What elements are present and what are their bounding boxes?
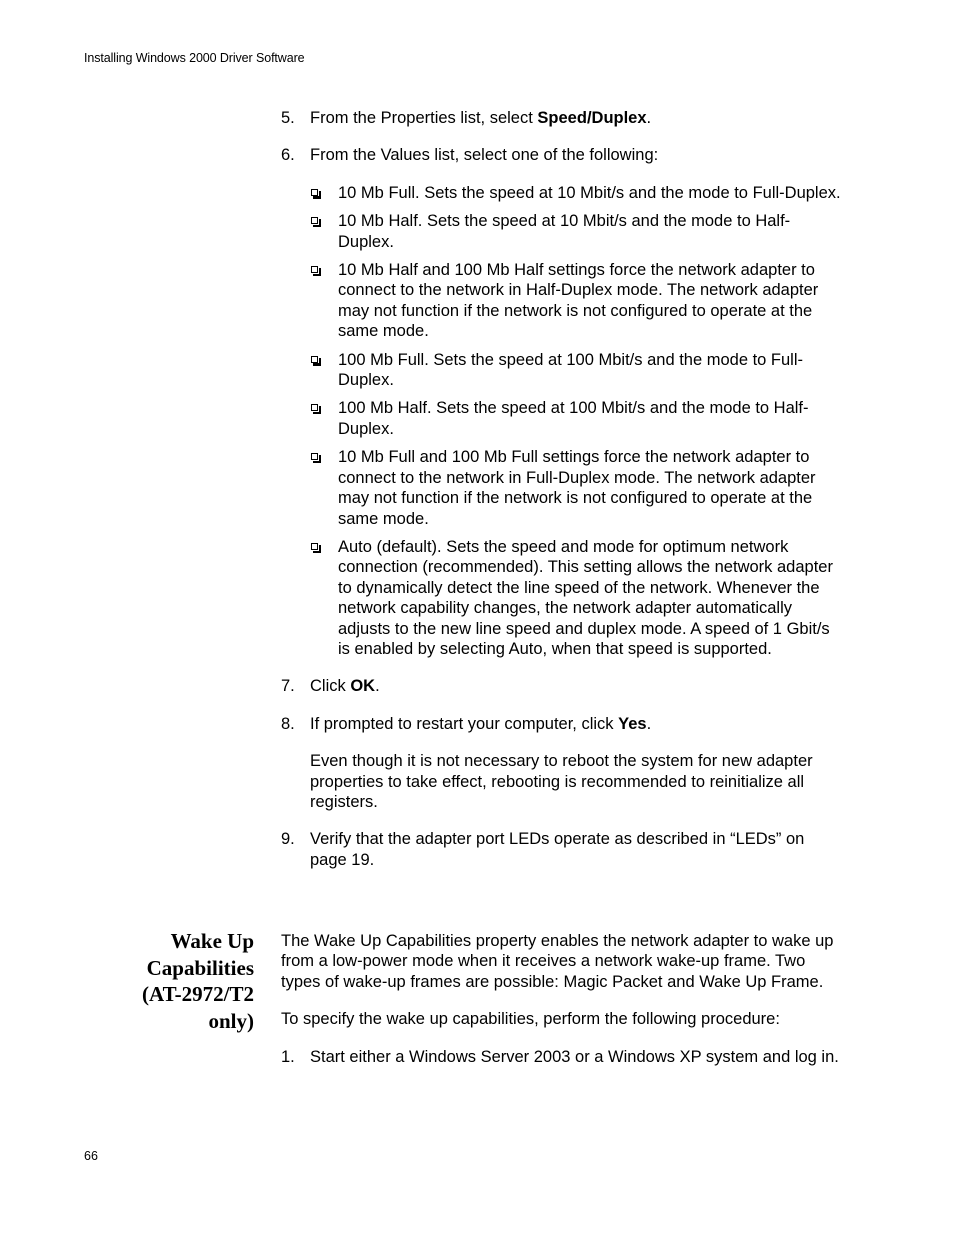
checkbox-bullet-icon <box>311 543 318 550</box>
step-7 <box>281 676 841 696</box>
step-9 <box>281 829 841 870</box>
step-number: 9. <box>281 830 295 849</box>
step-text-end: . <box>375 677 380 696</box>
page-number: 66 <box>84 1149 98 1163</box>
step-6 <box>281 145 841 659</box>
step-number: 5. <box>281 109 295 127</box>
list-item <box>310 537 841 659</box>
step-number: 7. <box>281 677 295 696</box>
step-text-start: Click <box>310 677 351 696</box>
procedure-steps <box>281 108 841 870</box>
values-list <box>310 183 841 660</box>
step-number: 6. <box>281 146 295 165</box>
step-8 <box>281 714 841 813</box>
step-5 <box>281 108 841 128</box>
list-item <box>310 183 841 203</box>
step-text <box>310 676 841 696</box>
list-item <box>310 211 841 252</box>
ui-term-ok: OK <box>350 677 376 696</box>
procedure-intro: To specify the wake up capabilities, perform the following procedure: <box>281 1010 780 1029</box>
section-heading-line: only) <box>208 1008 254 1033</box>
running-header: Installing Windows 2000 Driver Software <box>84 51 305 65</box>
step-number: 8. <box>281 714 295 733</box>
checkbox-bullet-icon <box>311 266 318 273</box>
list-item <box>310 398 841 439</box>
checkbox-bullet-icon <box>311 356 318 363</box>
section-heading <box>90 928 254 1034</box>
checkbox-bullet-icon <box>311 453 318 460</box>
bullet-text: 100 Mb Half. Sets the speed at 100 Mbit/s and the mode to Half-Duplex. <box>338 399 809 438</box>
section-heading-line: Wake Up <box>170 929 254 953</box>
list-item <box>310 447 841 529</box>
list-item <box>310 350 841 391</box>
bullet-text: 100 Mb Full. Sets the speed at 100 Mbit/s and the mode to Full-Duplex. <box>338 350 804 390</box>
section-heading-line: Capabilities <box>146 955 254 980</box>
bullet-text: 10 Mb Half and 100 Mb Half settings force the network adapter to connect to the network in Half-Duplex mode. The network adapter may not function if the network is not configured to operate at the same mode. <box>338 261 819 341</box>
list-item <box>310 260 841 342</box>
checkbox-bullet-icon <box>311 189 318 196</box>
section-intro: The Wake Up Capabilities property enables the network adapter to wake up from a low-power mode when it receives a network wake-up frame. Two types of wake-up frames are possible: Magic Packet and Wake Up Frame. <box>281 932 834 991</box>
step-text: From the Values list, select one of the following: <box>310 146 659 165</box>
step-note: Even though it is not necessary to reboot the system for new adapter properties to take effect, rebooting is recommended to reinitialize all registers. <box>310 752 813 811</box>
step-text: Start either a Windows Server 2003 or a Windows XP system and log in. <box>310 1047 839 1066</box>
ui-term-speed-duplex: Speed/Duplex <box>537 109 647 127</box>
step-text-start: From the Properties list, select <box>310 109 538 127</box>
step-text <box>310 108 841 128</box>
bullet-text: 10 Mb Full. Sets the speed at 10 Mbit/s and the mode to Full-Duplex. <box>338 183 841 202</box>
bullet-text: Auto (default). Sets the speed and mode for optimum network connection (recommended). This setting allows the network adapter to dynamically detect the line speed of the network. Whenever the network capability changes, the network adapter automatically adjusts to the new line speed and duplex mode. A speed of 1 Gbit/s is enabled by selecting Auto, when that speed is supported. <box>338 537 833 658</box>
section-body <box>281 931 841 1067</box>
step-text-end: . <box>646 109 652 127</box>
bullet-text: 10 Mb Full and 100 Mb Full settings force the network adapter to connect to the network in Full-Duplex mode. The network adapter may not function if the network is not configured to operate at the same mode. <box>338 448 816 528</box>
bullet-text: 10 Mb Half. Sets the speed at 10 Mbit/s and the mode to Half-Duplex. <box>338 212 791 251</box>
checkbox-bullet-icon <box>311 404 318 411</box>
checkbox-bullet-icon <box>311 217 318 224</box>
step-number: 1. <box>281 1047 295 1066</box>
step-text <box>310 714 841 734</box>
step-text-end: . <box>646 714 652 733</box>
section-heading-line: (AT-2972/T2 <box>141 982 254 1006</box>
step-text: Verify that the adapter port LEDs operate as described in “LEDs” on page 19. <box>310 830 805 869</box>
step-text-start: If prompted to restart your computer, click <box>310 714 619 733</box>
ui-term-yes: Yes <box>618 714 647 733</box>
step-1 <box>281 1047 841 1067</box>
